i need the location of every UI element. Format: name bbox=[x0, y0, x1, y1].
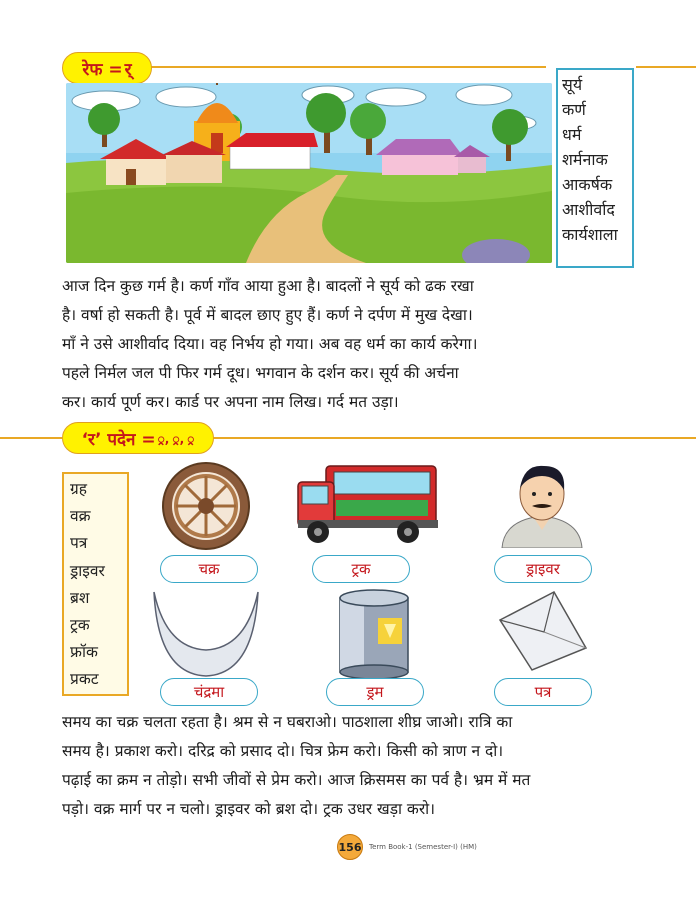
section2-title: ‘र’ पदेन = bbox=[81, 429, 156, 450]
word-item: प्रकट bbox=[70, 670, 99, 689]
drum-picture bbox=[334, 588, 414, 680]
paragraph-line: आज दिन कुछ गर्म है। कर्ण गाँव आया हुआ है। बादलों ने सूर्य को ढक रखा bbox=[62, 277, 474, 295]
section2-paragraph bbox=[62, 708, 640, 824]
driver-picture bbox=[494, 458, 590, 548]
section1-symbol: र् bbox=[124, 59, 132, 80]
word-item: सूर्य bbox=[562, 75, 583, 94]
book-title: Term Book-1 (Semester-I) (HM) bbox=[369, 843, 477, 851]
section1-title-pill bbox=[62, 52, 152, 84]
crescent-moon-picture bbox=[150, 588, 262, 680]
truck-picture bbox=[296, 462, 440, 546]
section2-symbol: ्र, ्र, ्र bbox=[157, 431, 195, 446]
village-illustration bbox=[66, 83, 552, 263]
section1-word-list bbox=[556, 68, 634, 268]
section2-rule-left bbox=[0, 437, 62, 439]
paragraph-line: पहले निर्मल जल पी फिर गर्म दूध। भगवान के दर्शन कर। सूर्य की अर्चना bbox=[62, 364, 459, 382]
section1-title: रेफ = bbox=[82, 59, 123, 80]
word-item: कार्यशाला bbox=[562, 225, 618, 244]
section2-title-pill bbox=[62, 422, 214, 454]
section1-rule-right bbox=[636, 66, 696, 68]
section2-rule bbox=[212, 437, 696, 439]
word-item: ग्रह bbox=[70, 480, 87, 498]
word-item: फ्रॉक bbox=[70, 643, 98, 662]
envelope-picture bbox=[496, 590, 588, 672]
word-item: कर्ण bbox=[562, 100, 586, 119]
section2-word-list bbox=[62, 472, 129, 696]
paragraph-line: है। वर्षा हो सकती है। पूर्व में बादल छाए हुए हैं। कर्ण ने दर्पण में मुख देखा। bbox=[62, 306, 473, 324]
word-item: ब्रश bbox=[70, 588, 90, 607]
word-item: वक्र bbox=[70, 507, 91, 526]
label-chandrama: चंद्रमा bbox=[160, 678, 258, 706]
paragraph-line: कर। कार्य पूर्ण कर। कार्ड पर अपना नाम लिख। गर्द मत उड़ा। bbox=[62, 393, 399, 411]
word-item: शर्मनाक bbox=[562, 150, 608, 169]
word-item: आशीर्वाद bbox=[562, 200, 615, 219]
paragraph-line: समय का चक्र चलता रहता है। श्रम से न घबराओ। पाठशाला शीघ्र जाओ। रात्रि का bbox=[62, 713, 513, 731]
label-chakra: चक्र bbox=[160, 555, 258, 583]
word-item: ट्रक bbox=[70, 616, 90, 635]
label-truck: ट्रक bbox=[312, 555, 410, 583]
word-item: धर्म bbox=[562, 125, 582, 144]
word-item: आकर्षक bbox=[562, 175, 613, 194]
page-number: 156 bbox=[337, 834, 363, 860]
word-item: पत्र bbox=[70, 534, 88, 553]
page-footer bbox=[337, 834, 477, 860]
paragraph-line: पढ़ाई का क्रम न तोड़ो। सभी जीवों से प्रेम करो। आज क्रिसमस का पर्व है। भ्रम में मत bbox=[62, 771, 531, 789]
section1-rule bbox=[150, 66, 546, 68]
label-patra: पत्र bbox=[494, 678, 592, 706]
wheel-picture bbox=[160, 460, 252, 552]
label-driver: ड्राइवर bbox=[494, 555, 592, 583]
label-drum: ड्रम bbox=[326, 678, 424, 706]
paragraph-line: समय है। प्रकाश करो। दरिद्र को प्रसाद दो। चित्र फ्रेम करो। किसी को त्राण न दो। bbox=[62, 742, 504, 760]
paragraph-line: माँ ने उसे आशीर्वाद दिया। वह निर्भय हो गया। अब वह धर्म का कार्य करेगा। bbox=[62, 335, 478, 353]
word-item: ड्राइवर bbox=[70, 561, 105, 580]
paragraph-line: पड़ो। वक्र मार्ग पर न चलो। ड्राइवर को ब्रश दो। ट्रक उधर खड़ा करो। bbox=[62, 800, 436, 818]
section1-paragraph bbox=[62, 272, 640, 417]
